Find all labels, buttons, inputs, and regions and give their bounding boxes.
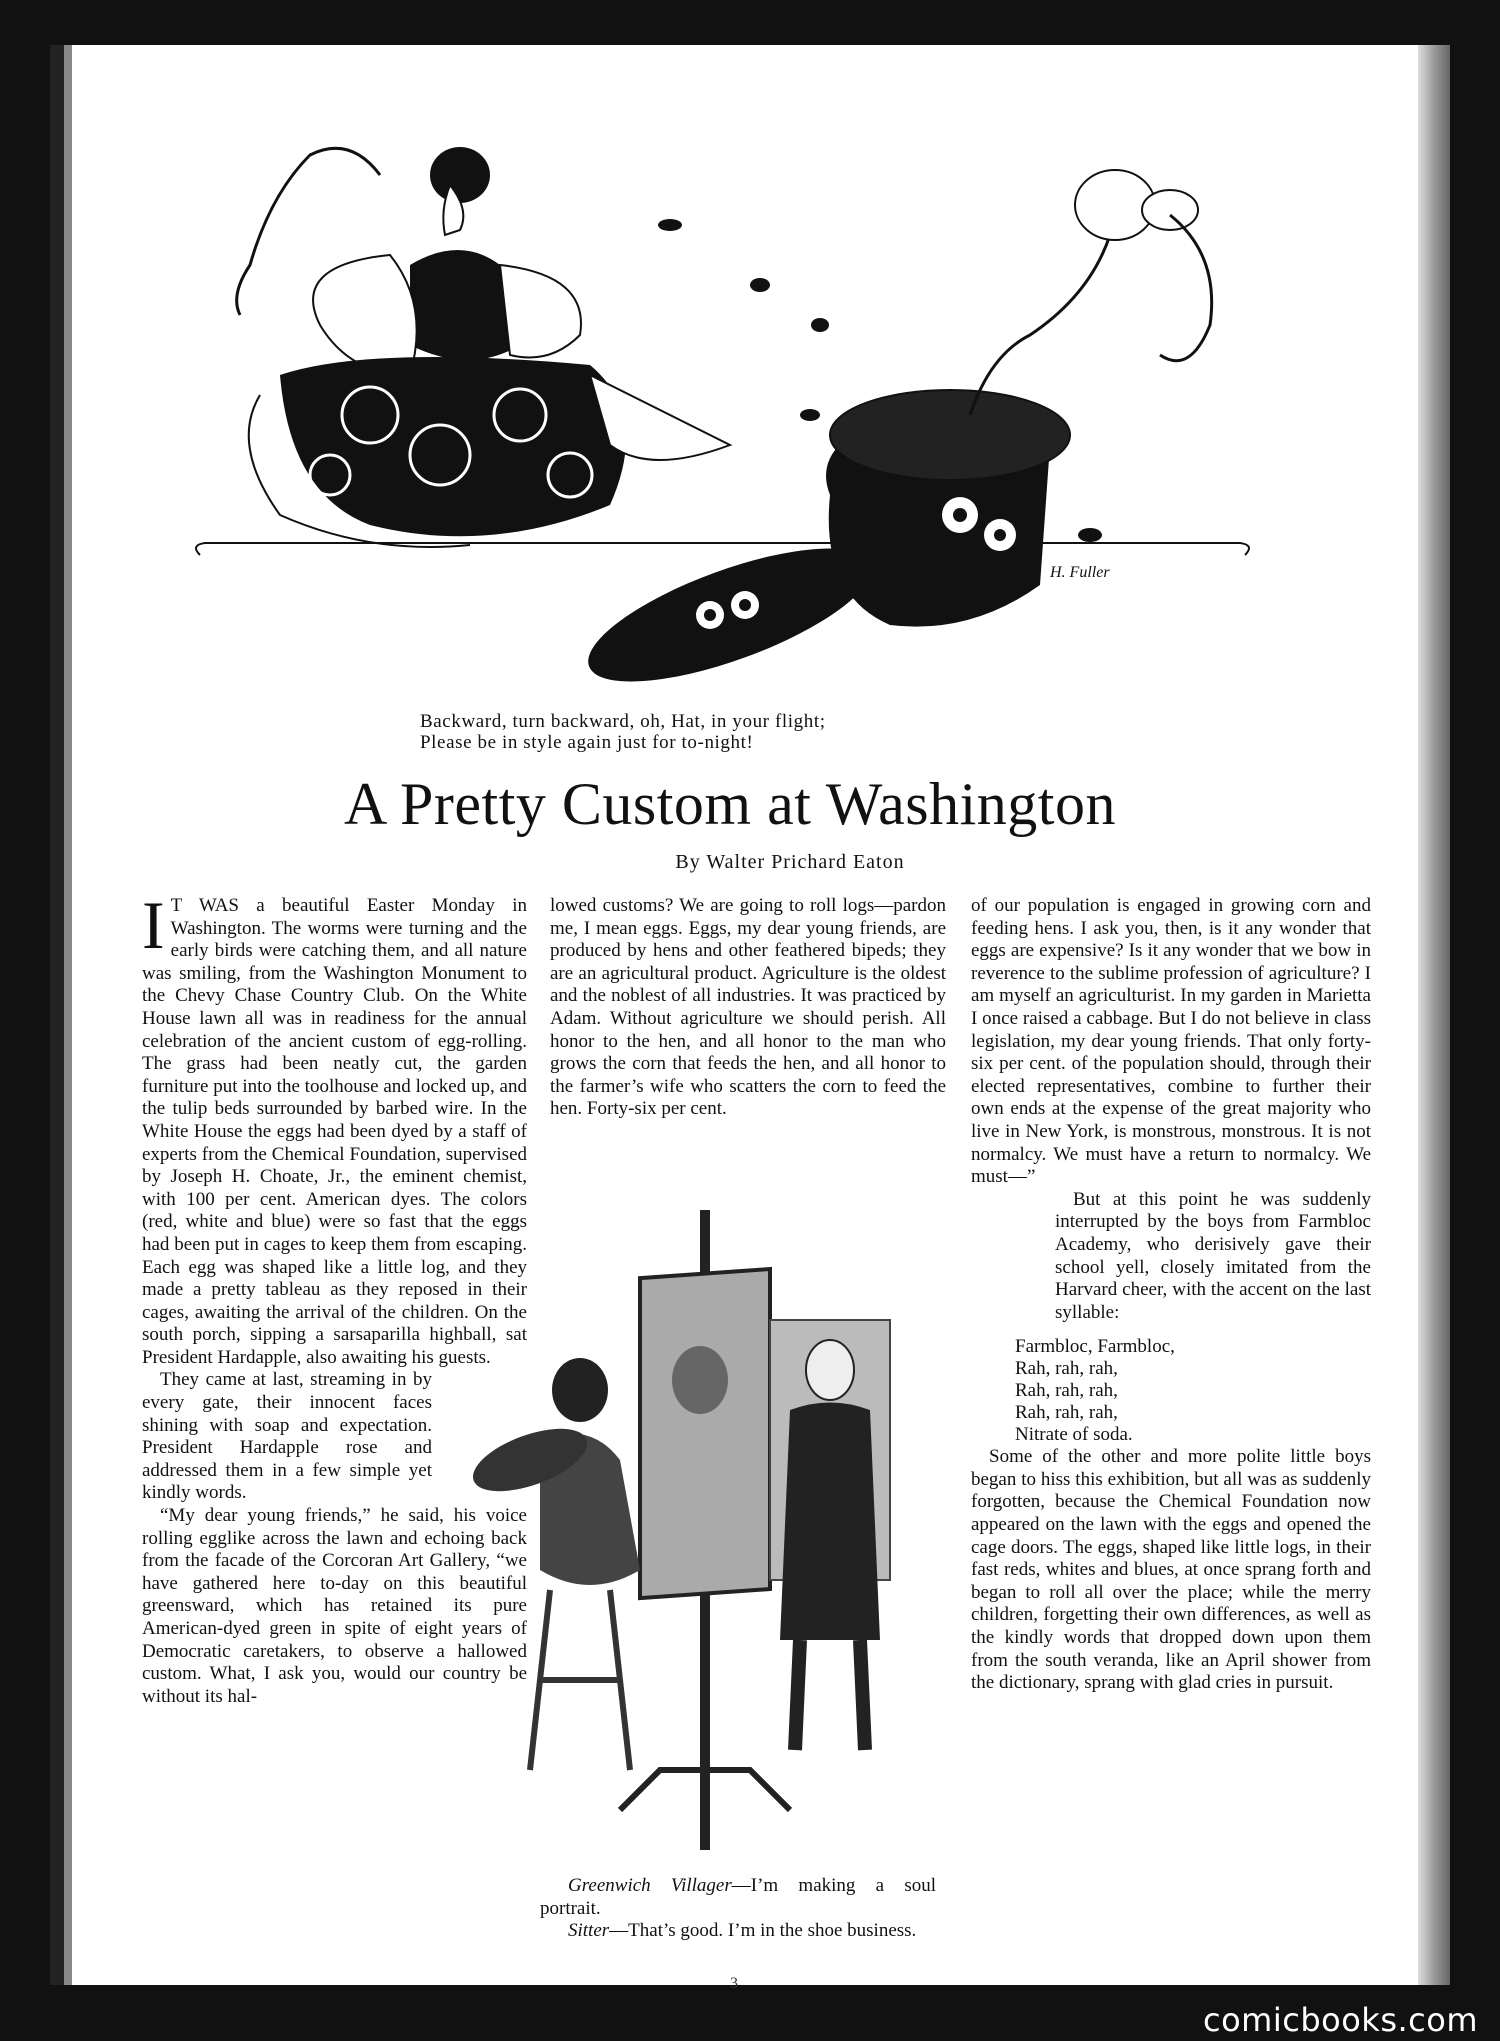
article-title: A Pretty Custom at Washington [344,771,1116,837]
caption-line-3: —I’m making a soul portrait. [540,1875,936,1919]
illustration-caption [420,711,980,753]
yell-line: Rah, rah, rah, [1015,1402,1118,1424]
paragraph-1-text: T WAS a beautiful Easter Monday in Washington. The worms were turning and the early birds were catching them, and all nature was smiling, from the Washington Monument to the Chevy Chase Country Club. On the White House lawn all was in readiness for the annual celebration of the ancient custom of egg-rolling. The grass had been neatly cut, the garden furniture put into the toolhouse and locked up, and the tulip beds surrounded by barbed wire. In the White House the eggs had been dyed by a staff of experts from the Chemical Foundation, supervised by Joseph H. Choate, Jr., the eminent chemist, with 100 per cent. American dyes. The colors (red, white and blue) were so fast that the eggs had been put in cages to keep them from escaping. Each egg was shaped like a little log, and they made a pretty tableau as they reposed in their cages, awaiting the arrival of the children. On the south porch, sipping a sarsaparilla highball, sat President Hardapple, also awaiting his guests. [142,895,527,1368]
paragraph-3: “My dear young friends,” he said, his voice rolling egglike across the lawn and echoing back from the facade of the Corcoran Art Gallery, “we have gathered here to-day on this beautiful greensward, which has retained its pure American-dyed green in spite of eight years of Democratic caretakers, to observe a hallowed custom. What, I ask you, would our country be without its hal- [142,1505,527,1707]
article-byline: By Walter Prichard Eaton [675,851,905,873]
artist-signature: H. Fuller [1050,564,1110,581]
page-binding-edge [64,45,72,1985]
paragraph-6: But at this point he was suddenly interrupted by the boys from Farmbloc Academy, who derisively gave their school yell, closely imitated from the Harvard cheer, with the accent on the last syllable: [1055,1188,1371,1323]
caption-line-4: —That’s good. I’m in the shoe business. [609,1920,917,1942]
caption-speaker-1: Greenwich Villager [568,1875,732,1896]
hat-illustration [170,115,1270,715]
caption-line-2: Please be in style again just for to-night! [420,732,754,753]
page-right-edge [1418,45,1450,1985]
paragraph-2: They came at last, streaming in by every gate, their innocent faces shining with soap and expectation. President Hardapple rose and addressed them in a few simple yet kindly words. [142,1369,432,1504]
column-3 [971,895,1371,1695]
hat-lid [574,521,887,708]
woman-figure [237,147,730,547]
paragraph-4: lowed customs? We are going to roll logs—pardon me, I mean eggs. Eggs, my dear young friends, are produced by hens and other feathered bipeds; they are an agricultural product. Agriculture is the oldest and the noblest of all industries. It was practiced by Adam. Without agriculture we should perish. All honor to the hen, and all honor to the man who grows the corn that feeds the hen, and all honor to the farmer’s wife who scatters the corn to feed the hen. Forty-six per cent. [550,895,946,1120]
yell-line: Nitrate of soda. [1015,1424,1133,1446]
school-yell [1015,1336,1371,1446]
caption-speaker-2: Sitter [568,1920,610,1942]
page-number: 3 [730,1975,738,1992]
painting-illustration [470,1210,940,1850]
yell-line: Rah, rah, rah, [1015,1358,1118,1380]
page-scan [50,45,1450,1992]
site-watermark: comicbooks.com [1202,2001,1478,2039]
column-2 [550,895,946,1121]
yell-line: Farmbloc, Farmbloc, [1015,1336,1175,1358]
yell-line: Rah, rah, rah, [1015,1380,1118,1402]
paragraph-5: of our population is engaged in growing corn and feeding hens. I ask you, then, is it any wonder that eggs are expensive? Is it any wonder that we bow in reverence to the sublime profession of agriculture? I am myself an agriculturist. In my garden in Marietta I once raised a cabbage. But I do not believe in class legislation, my dear young friends. That only forty-six per cent. of the population should, through their elected representatives, combine to further their own ends at the expense of the great majority who live in New York, is monstrous, monstrous. It is not normalcy. We must have a return to normalcy. We must—” [971,895,1371,1188]
paragraph-7: Some of the other and more polite little boys began to hiss this exhibition, but all was as suddenly forgotten, because the Chemical Foundation now appeared on the lawn with the eggs and opened the cage doors. The eggs, shaped like little logs, in their fast reds, whites and blues, at once sprang forth and began to roll all over the place; while the merry children, forgetting their own differences, as well as the kindly words that dropped down upon them from the south veranda, like an April shower from the dictionary, sprang with glad cries in pursuit. [971,1446,1371,1694]
painting-caption [540,1875,936,1943]
hatbox [826,170,1212,627]
caption-line-1: Backward, turn backward, oh, Hat, in your flight; [420,711,826,732]
page-binding [50,45,64,1985]
drop-cap: I [142,887,165,963]
